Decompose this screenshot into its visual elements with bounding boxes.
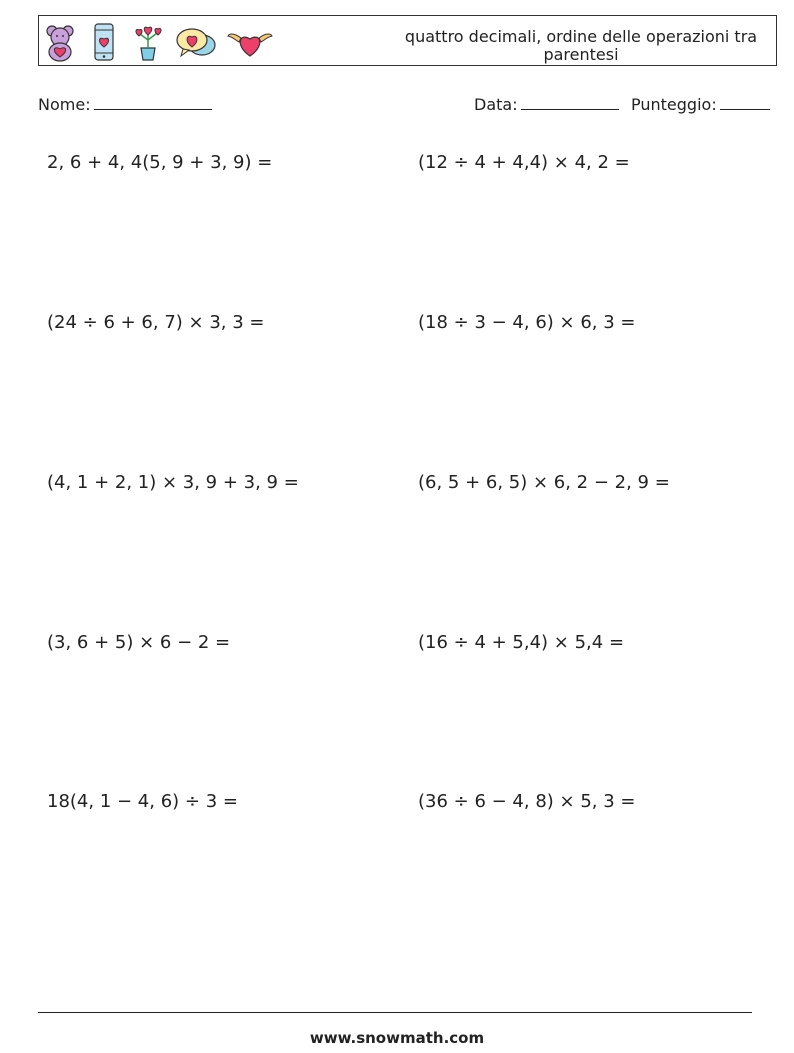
score-label: Punteggio: (631, 95, 717, 114)
worksheet-header (38, 15, 777, 66)
score-blank[interactable] (720, 93, 770, 110)
problem-8: (16 ÷ 4 + 5,4) × 5,4 = (418, 632, 625, 653)
problem-10: (36 ÷ 6 − 4, 8) × 5, 3 = (418, 791, 636, 812)
header-icons (43, 20, 273, 64)
name-label: Nome: (38, 95, 91, 114)
speech-bubbles-heart-icon (175, 22, 217, 62)
date-label: Data: (474, 95, 518, 114)
problem-3: (24 ÷ 6 + 6, 7) × 3, 3 = (47, 312, 265, 333)
phone-heart-icon (87, 22, 121, 62)
problem-7: (3, 6 + 5) × 6 − 2 = (47, 632, 231, 653)
name-field (38, 93, 212, 114)
footer-url[interactable]: www.snowmath.com (309, 1029, 485, 1047)
teddy-bear-heart-icon (43, 22, 77, 62)
problem-6: (6, 5 + 6, 5) × 6, 2 − 2, 9 = (418, 472, 670, 493)
problem-5: (4, 1 + 2, 1) × 3, 9 + 3, 9 = (47, 472, 299, 493)
problem-4: (18 ÷ 3 − 4, 6) × 6, 3 = (418, 312, 636, 333)
date-blank[interactable] (521, 93, 619, 110)
problem-2: (12 ÷ 4 + 4,4) × 4, 2 = (418, 152, 630, 173)
winged-heart-icon (227, 22, 273, 62)
date-field (474, 93, 619, 114)
footer-divider (38, 1012, 752, 1013)
problem-9: 18(4, 1 − 4, 6) ÷ 3 = (47, 791, 238, 812)
plant-hearts-icon (131, 22, 165, 62)
worksheet-title: quattro decimali, ordine delle operazioni tra parentesi (404, 27, 758, 64)
name-blank[interactable] (94, 93, 212, 110)
score-field (631, 93, 770, 114)
problem-1: 2, 6 + 4, 4(5, 9 + 3, 9) = (47, 152, 273, 173)
